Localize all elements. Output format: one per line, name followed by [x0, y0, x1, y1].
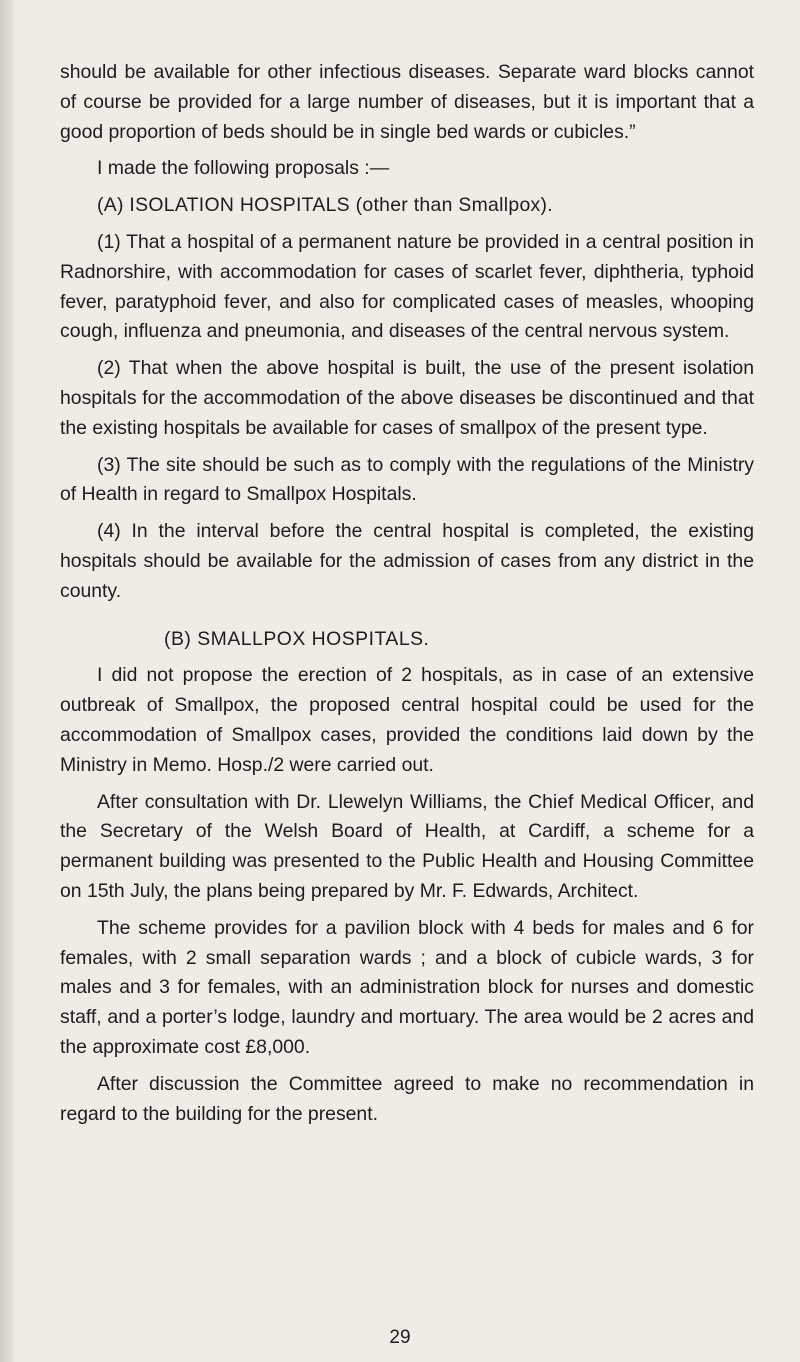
paragraph-smallpox-proposal: I did not propose the erection of 2 hospitals, as in case of an extensive outbreak of Smallpox, the proposed central hospital could be used for the accommodation of Smallpox cases, provided the conditions laid down by the Ministry in Memo. Hosp./2 were carried out. — [60, 664, 754, 776]
paragraph-continuation: should be available for other infectious diseases. Separate ward blocks cannot of course be provided for a large number of diseases, but it is important that a good proportion of beds should be in single bed wards or cubicles.” — [60, 61, 754, 143]
document-body — [60, 58, 754, 1129]
proposal-3: (3) The site should be such as to comply with the regulations of the Ministry of Health in regard to Smallpox Hospitals. — [60, 453, 754, 506]
section-heading-isolation-hospitals: (A) ISOLATION HOSPITALS (other than Smallpox). — [97, 194, 553, 217]
proposal-1: (1) That a hospital of a permanent nature be provided in a central position in Radnorshire, with accommodation for cases of scarlet fever, diphtheria, typhoid fever, paratyphoid fever, and also for complicated cases of measles, whooping cough, influenza and pneumonia, and diseases of the central nervous system. — [60, 230, 754, 343]
page-number: 29 — [389, 1327, 411, 1348]
paragraph-scheme: The scheme provides for a pavilion block with 4 beds for males and 6 for females, with 2 small separation wards ; and a block of cubicle wards, 3 for males and 3 for females, with an administration block for nurses and domestic staff, and a porter’s lodge, laundry and mortuary. The area would be 2 acres and the approximate cost £8,000. — [60, 916, 754, 1058]
paragraph-committee-decision: After discussion the Committee agreed to make no recommendation in regard to the building for the present. — [60, 1072, 754, 1125]
proposal-2: (2) That when the above hospital is built, the use of the present isolation hospitals for the accommodation of the above diseases be discontinued and that the existing hospitals be available for cases of smallpox of the present type. — [60, 357, 754, 439]
paragraph-consultation: After consultation with Dr. Llewelyn Williams, the Chief Medical Officer, and the Secretary of the Welsh Board of Health, at Cardiff, a scheme for a permanent building was presented to the Public Health and Housing Committee on 15th July, the plans being prepared by Mr. F. Edwards, Architect. — [60, 790, 754, 902]
proposal-4: (4) In the interval before the central hospital is completed, the existing hospitals should be available for the admission of cases from any district in the county. — [60, 520, 754, 602]
paragraph-proposals-intro: I made the following proposals :— — [97, 157, 390, 180]
page-edge-shadow — [0, 0, 14, 1362]
section-heading-smallpox-hospitals: (B) SMALLPOX HOSPITALS. — [164, 627, 430, 650]
